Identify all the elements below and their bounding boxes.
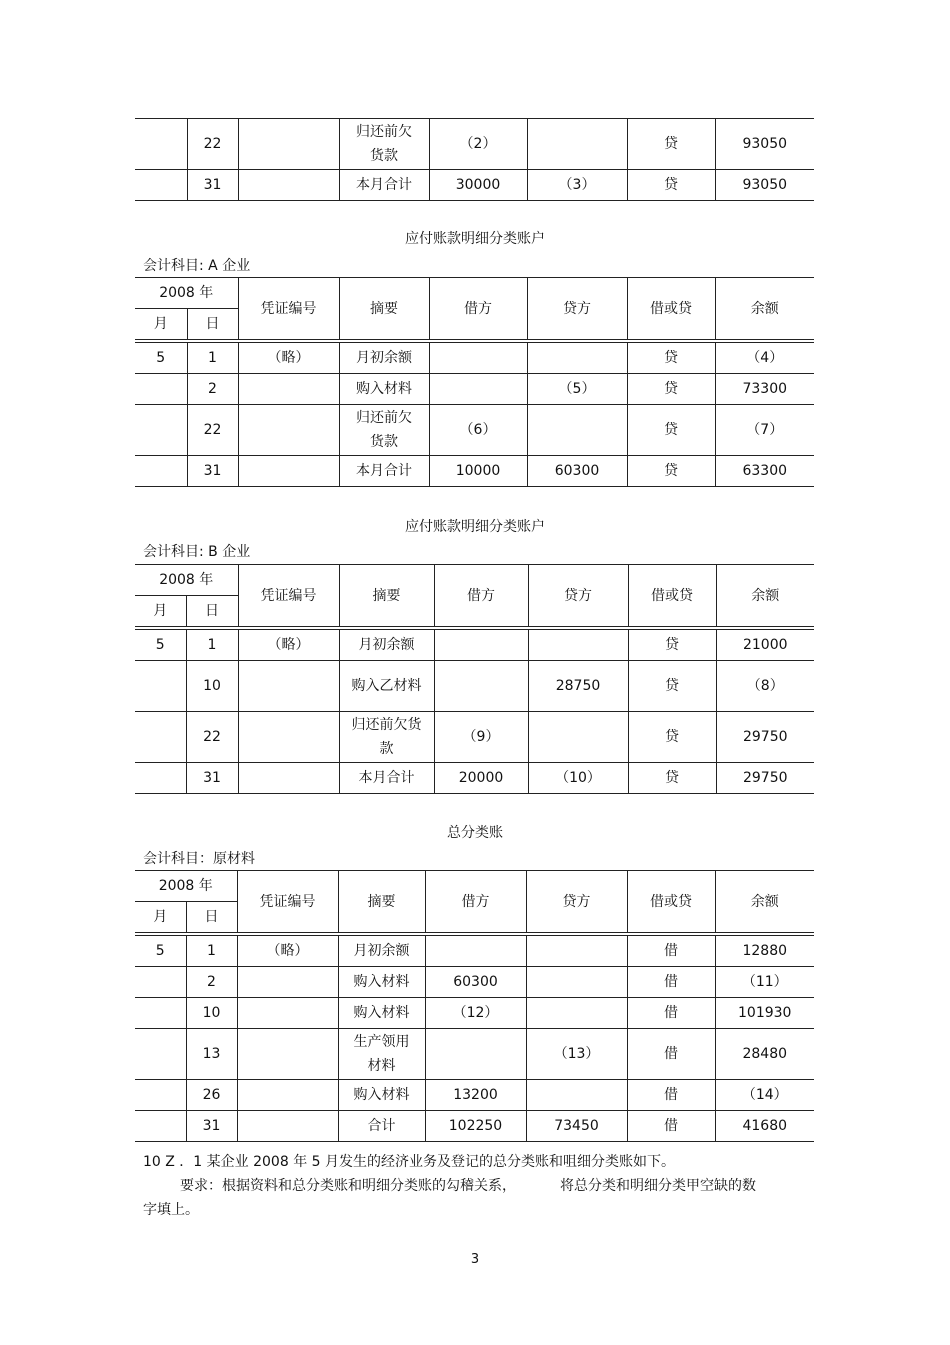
debit-cell: 10000	[429, 456, 527, 487]
debit-cell	[429, 343, 527, 374]
day-header: 日	[186, 902, 237, 933]
month-cell	[135, 763, 186, 794]
dc-cell: 借	[627, 1029, 715, 1080]
debit-cell: （9）	[434, 712, 528, 763]
voucher-cell	[238, 763, 339, 794]
credit-cell	[526, 967, 627, 998]
credit-cell	[528, 630, 628, 661]
summary-cell: 合计	[338, 1111, 425, 1142]
voucher-cell	[237, 967, 338, 998]
day-cell: 13	[186, 1029, 237, 1080]
balance-cell: 29750	[716, 712, 814, 763]
day-cell: 10	[186, 661, 238, 712]
day-cell: 2	[186, 967, 237, 998]
requirement-part-1: 要求：根据资料和总分类账和明细分类账的勾稽关系，	[180, 1178, 516, 1194]
summary-cell: 归还前欠货款	[339, 405, 429, 456]
summary-cell: 归还前欠货款	[339, 119, 429, 170]
month-cell	[135, 1111, 186, 1142]
month-cell: 5	[135, 936, 186, 967]
voucher-cell: （略）	[238, 630, 339, 661]
day-cell: 22	[186, 712, 238, 763]
month-header: 月	[135, 309, 187, 340]
balance-cell: 73300	[715, 374, 814, 405]
table-row	[135, 661, 814, 712]
ledger-a-table	[135, 277, 814, 487]
balance-header: 余额	[715, 278, 814, 340]
ledger-c-table	[135, 870, 814, 1142]
table-row	[135, 998, 814, 1029]
credit-cell	[527, 119, 627, 170]
debit-cell	[429, 374, 527, 405]
credit-cell	[526, 1080, 627, 1111]
day-header: 日	[186, 596, 238, 627]
summary-cell: 月初余额	[339, 630, 434, 661]
month-cell	[135, 170, 187, 201]
credit-cell: 73450	[526, 1111, 627, 1142]
year-header: 2008 年	[135, 871, 237, 902]
summary-cell: 本月合计	[339, 456, 429, 487]
dc-header: 借或贷	[627, 278, 715, 340]
day-cell: 31	[186, 1111, 237, 1142]
dc-cell: 借	[627, 967, 715, 998]
year-header: 2008 年	[135, 565, 238, 596]
month-cell	[135, 998, 186, 1029]
ledger-b-title: 应付账款明细分类账户	[405, 519, 545, 535]
balance-cell: 93050	[715, 119, 814, 170]
day-cell: 26	[186, 1080, 237, 1111]
debit-cell	[425, 1029, 526, 1080]
requirement-part-2: 将总分类和明细分类甲空缺的数	[560, 1178, 756, 1194]
table-row	[135, 936, 814, 967]
summary-cell: 购入材料	[339, 374, 429, 405]
day-header: 日	[187, 309, 238, 340]
voucher-cell	[237, 1080, 338, 1111]
ledger-b-subject: 会计科目: B 企业	[143, 544, 251, 560]
credit-cell	[526, 998, 627, 1029]
debit-cell: 60300	[425, 967, 526, 998]
table-row	[135, 119, 814, 170]
dc-cell: 贷	[627, 405, 715, 456]
credit-cell	[527, 405, 627, 456]
table-row	[135, 343, 814, 374]
debit-cell: （12）	[425, 998, 526, 1029]
dc-cell: 贷	[628, 712, 716, 763]
month-header: 月	[135, 596, 186, 627]
day-cell: 10	[186, 998, 237, 1029]
day-cell: 31	[187, 170, 238, 201]
table-row	[135, 405, 814, 456]
dc-header: 借或贷	[627, 871, 715, 933]
table-row	[135, 630, 814, 661]
debit-cell: 30000	[429, 170, 527, 201]
month-cell	[135, 405, 187, 456]
dc-cell: 借	[627, 936, 715, 967]
debit-cell	[434, 630, 528, 661]
summary-cell: 本月合计	[339, 763, 434, 794]
question-paragraph: 10 Z ．1 某企业 2008 年 5 月发生的经济业务及登记的总分类账和咀细分类账如下。	[143, 1154, 675, 1170]
table-row	[135, 374, 814, 405]
summary-header: 摘要	[339, 278, 429, 340]
credit-cell: 28750	[528, 661, 628, 712]
day-cell: 22	[187, 119, 238, 170]
voucher-header: 凭证编号	[238, 278, 339, 340]
ledger-c-title: 总分类账	[447, 825, 503, 841]
dc-cell: 借	[627, 1111, 715, 1142]
month-cell	[135, 119, 187, 170]
voucher-cell	[238, 661, 339, 712]
balance-cell: 93050	[715, 170, 814, 201]
summary-cell: 生产领用材料	[338, 1029, 425, 1080]
credit-cell: （5）	[527, 374, 627, 405]
credit-cell: （3）	[527, 170, 627, 201]
credit-cell: （13）	[526, 1029, 627, 1080]
table-row	[135, 712, 814, 763]
month-cell: 5	[135, 343, 187, 374]
dc-cell: 贷	[627, 170, 715, 201]
summary-cell: 购入材料	[338, 998, 425, 1029]
voucher-header: 凭证编号	[237, 871, 338, 933]
month-cell	[135, 967, 186, 998]
summary-header: 摘要	[339, 565, 434, 627]
debit-header: 借方	[425, 871, 526, 933]
page-number: 3	[470, 1252, 480, 1267]
debit-header: 借方	[434, 565, 528, 627]
month-cell	[135, 1029, 186, 1080]
month-cell	[135, 374, 187, 405]
voucher-cell	[238, 456, 339, 487]
day-cell: 22	[187, 405, 238, 456]
table-row	[135, 763, 814, 794]
dc-cell: 贷	[627, 119, 715, 170]
voucher-cell	[238, 405, 339, 456]
dc-header: 借或贷	[628, 565, 716, 627]
balance-cell: （14）	[715, 1080, 814, 1111]
summary-cell: 月初余额	[339, 343, 429, 374]
balance-cell: 29750	[716, 763, 814, 794]
dc-cell: 贷	[628, 763, 716, 794]
voucher-cell	[238, 119, 339, 170]
voucher-header: 凭证编号	[238, 565, 339, 627]
voucher-cell: （略）	[238, 343, 339, 374]
voucher-cell	[237, 1029, 338, 1080]
credit-header: 贷方	[527, 278, 627, 340]
dc-cell: 贷	[628, 661, 716, 712]
year-header: 2008 年	[135, 278, 238, 309]
day-cell: 1	[187, 343, 238, 374]
balance-header: 余额	[715, 871, 814, 933]
debit-header: 借方	[429, 278, 527, 340]
debit-cell: 102250	[425, 1111, 526, 1142]
balance-cell: 41680	[715, 1111, 814, 1142]
voucher-cell	[237, 998, 338, 1029]
day-cell: 31	[186, 763, 238, 794]
summary-cell: 购入乙材料	[339, 661, 434, 712]
dc-cell: 借	[627, 1080, 715, 1111]
credit-cell: （10）	[528, 763, 628, 794]
summary-cell: 购入材料	[338, 967, 425, 998]
table-row	[135, 1080, 814, 1111]
balance-cell: （11）	[715, 967, 814, 998]
ledger-a-subject: 会计科目: A 企业	[143, 258, 251, 274]
credit-header: 贷方	[528, 565, 628, 627]
voucher-cell	[237, 1111, 338, 1142]
summary-cell: 本月合计	[339, 170, 429, 201]
day-cell: 2	[187, 374, 238, 405]
ledger-c-subject: 会计科目：原材料	[143, 851, 255, 867]
debit-cell: 13200	[425, 1080, 526, 1111]
month-cell	[135, 712, 186, 763]
day-cell: 1	[186, 630, 238, 661]
credit-header: 贷方	[526, 871, 627, 933]
month-cell: 5	[135, 630, 186, 661]
balance-cell: （7）	[715, 405, 814, 456]
ledger-continuation-table	[135, 118, 814, 201]
table-row	[135, 1111, 814, 1142]
summary-cell: 归还前欠货款	[339, 712, 434, 763]
requirement-text	[180, 1174, 756, 1198]
table-row	[135, 170, 814, 201]
ledger-a-title: 应付账款明细分类账户	[405, 231, 545, 247]
credit-cell	[526, 936, 627, 967]
month-cell	[135, 456, 187, 487]
voucher-cell	[238, 374, 339, 405]
summary-cell: 月初余额	[338, 936, 425, 967]
dc-cell: 借	[627, 998, 715, 1029]
dc-cell: 贷	[627, 456, 715, 487]
voucher-cell: （略）	[237, 936, 338, 967]
table-row	[135, 967, 814, 998]
credit-cell	[527, 343, 627, 374]
balance-cell: 21000	[716, 630, 814, 661]
credit-cell: 60300	[527, 456, 627, 487]
debit-cell: （6）	[429, 405, 527, 456]
debit-cell: （2）	[429, 119, 527, 170]
day-cell: 31	[187, 456, 238, 487]
balance-header: 余额	[716, 565, 814, 627]
month-cell	[135, 661, 186, 712]
ledger-b-table	[135, 564, 814, 794]
voucher-cell	[238, 712, 339, 763]
table-row	[135, 456, 814, 487]
summary-cell: 购入材料	[338, 1080, 425, 1111]
balance-cell: 101930	[715, 998, 814, 1029]
debit-cell: 20000	[434, 763, 528, 794]
table-row	[135, 1029, 814, 1080]
day-cell: 1	[186, 936, 237, 967]
balance-cell: 12880	[715, 936, 814, 967]
voucher-cell	[238, 170, 339, 201]
dc-cell: 贷	[627, 374, 715, 405]
balance-cell: 28480	[715, 1029, 814, 1080]
summary-header: 摘要	[338, 871, 425, 933]
dc-cell: 贷	[627, 343, 715, 374]
month-cell	[135, 1080, 186, 1111]
balance-cell: 63300	[715, 456, 814, 487]
credit-cell	[528, 712, 628, 763]
month-header: 月	[135, 902, 186, 933]
debit-cell	[425, 936, 526, 967]
requirement-text-continued: 字填上。	[143, 1202, 199, 1218]
balance-cell: （8）	[716, 661, 814, 712]
debit-cell	[434, 661, 528, 712]
dc-cell: 贷	[628, 630, 716, 661]
balance-cell: （4）	[715, 343, 814, 374]
